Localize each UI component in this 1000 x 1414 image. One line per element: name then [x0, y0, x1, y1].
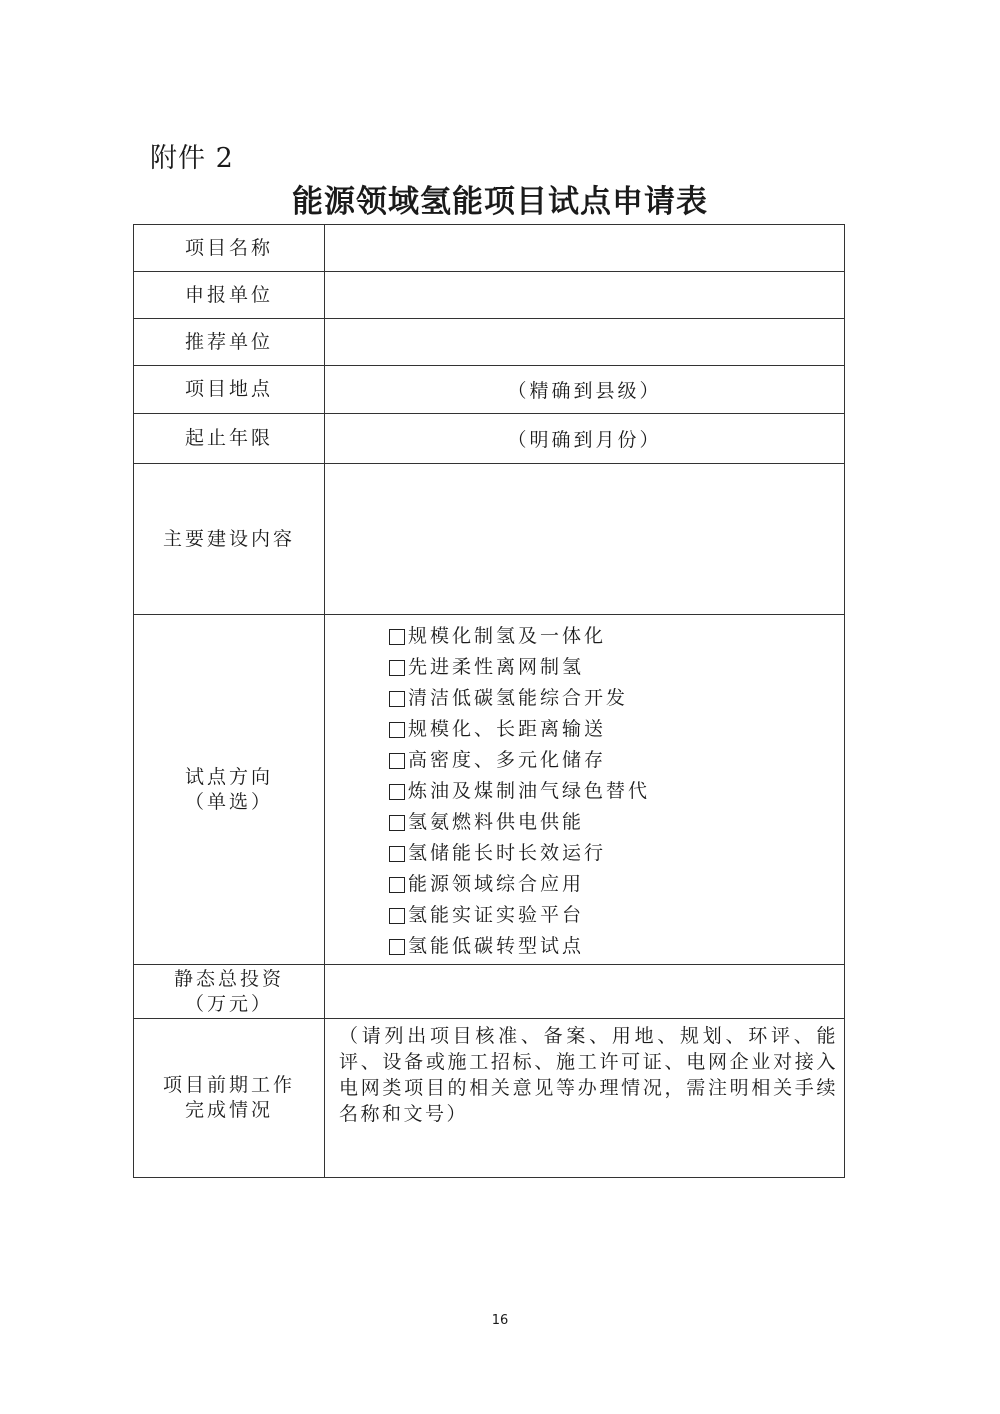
- project-name-field[interactable]: [325, 225, 845, 272]
- pilot-direction-label-line2: （单选）: [184, 790, 273, 813]
- pilot-direction-label: [134, 615, 325, 965]
- option-label: 清洁低碳氢能综合开发: [408, 687, 629, 709]
- form-row-construction: [134, 464, 845, 615]
- option-5[interactable]: [389, 776, 844, 807]
- pilot-direction-label-line1: 试点方向: [184, 765, 273, 788]
- investment-label-line2: （万元）: [184, 992, 273, 1015]
- form-row-preliminary: [134, 1019, 845, 1178]
- checkbox-icon[interactable]: [389, 629, 405, 645]
- option-label: 氢能实证实验平台: [408, 904, 585, 926]
- page-number: 16: [491, 1313, 509, 1328]
- option-label: 炼油及煤制油气绿色替代: [408, 780, 651, 802]
- page-title: 能源领域氢能项目试点申请表: [292, 184, 708, 220]
- attachment-label: 附件 2: [150, 143, 234, 174]
- form-row-direction: [134, 615, 845, 965]
- option-label: 氢能低碳转型试点: [408, 935, 585, 957]
- applicant-label: 申报单位: [134, 272, 325, 319]
- option-10[interactable]: [389, 931, 844, 962]
- checkbox-icon[interactable]: [389, 722, 405, 738]
- form-row-investment: [134, 965, 845, 1019]
- checkbox-icon[interactable]: [389, 815, 405, 831]
- duration-label: 起止年限: [134, 414, 325, 464]
- option-label: 规模化制氢及一体化: [408, 625, 607, 647]
- location-field[interactable]: （精确到县级）: [325, 366, 845, 414]
- location-label: 项目地点: [134, 366, 325, 414]
- option-3[interactable]: [389, 714, 844, 745]
- checkbox-icon[interactable]: [389, 908, 405, 924]
- investment-field[interactable]: [325, 965, 845, 1019]
- preliminary-work-label-line1: 项目前期工作: [162, 1074, 295, 1096]
- checkbox-icon[interactable]: [389, 784, 405, 800]
- checkbox-icon[interactable]: [389, 877, 405, 893]
- construction-content-field[interactable]: [325, 464, 845, 615]
- option-6[interactable]: [389, 807, 844, 838]
- form-row-location: [134, 366, 845, 414]
- option-1[interactable]: [389, 652, 844, 683]
- option-label: 规模化、长距离输送: [408, 718, 607, 740]
- option-8[interactable]: [389, 869, 844, 900]
- application-form-table: [133, 224, 845, 1178]
- preliminary-work-field[interactable]: [325, 1019, 845, 1178]
- option-9[interactable]: [389, 900, 844, 931]
- option-label: 先进柔性离网制氢: [408, 656, 585, 678]
- option-0[interactable]: [389, 621, 844, 652]
- option-label: 能源领域综合应用: [408, 873, 585, 895]
- construction-content-label: 主要建设内容: [134, 464, 325, 615]
- option-label: 高密度、多元化储存: [408, 749, 607, 771]
- investment-label-line1: 静态总投资: [173, 967, 284, 990]
- form-row-recommender: [134, 319, 845, 366]
- option-2[interactable]: [389, 683, 844, 714]
- duration-field[interactable]: （明确到月份）: [325, 414, 845, 464]
- recommender-field[interactable]: [325, 319, 845, 366]
- preliminary-work-label: [134, 1019, 325, 1178]
- recommender-label: 推荐单位: [134, 319, 325, 366]
- preliminary-work-note: （请列出项目核准、备案、用地、规划、环评、能评、设备或施工招标、施工许可证、电网企业对接入电网类项目的相关意见等办理情况，需注明相关手续名称和文号）: [339, 1025, 838, 1125]
- form-row-duration: [134, 414, 845, 464]
- checkbox-icon[interactable]: [389, 660, 405, 676]
- project-name-label: 项目名称: [134, 225, 325, 272]
- option-4[interactable]: [389, 745, 844, 776]
- form-row-applicant: [134, 272, 845, 319]
- pilot-direction-options: [325, 615, 845, 965]
- form-row-project-name: [134, 225, 845, 272]
- investment-label: [134, 965, 325, 1019]
- option-label: 氢储能长时长效运行: [408, 842, 607, 864]
- checkbox-icon[interactable]: [389, 939, 405, 955]
- preliminary-work-label-line2: 完成情况: [184, 1099, 273, 1121]
- checkbox-icon[interactable]: [389, 846, 405, 862]
- checkbox-icon[interactable]: [389, 753, 405, 769]
- checkbox-icon[interactable]: [389, 691, 405, 707]
- checkbox-list: [325, 615, 844, 964]
- option-label: 氢氨燃料供电供能: [408, 811, 585, 833]
- option-7[interactable]: [389, 838, 844, 869]
- applicant-field[interactable]: [325, 272, 845, 319]
